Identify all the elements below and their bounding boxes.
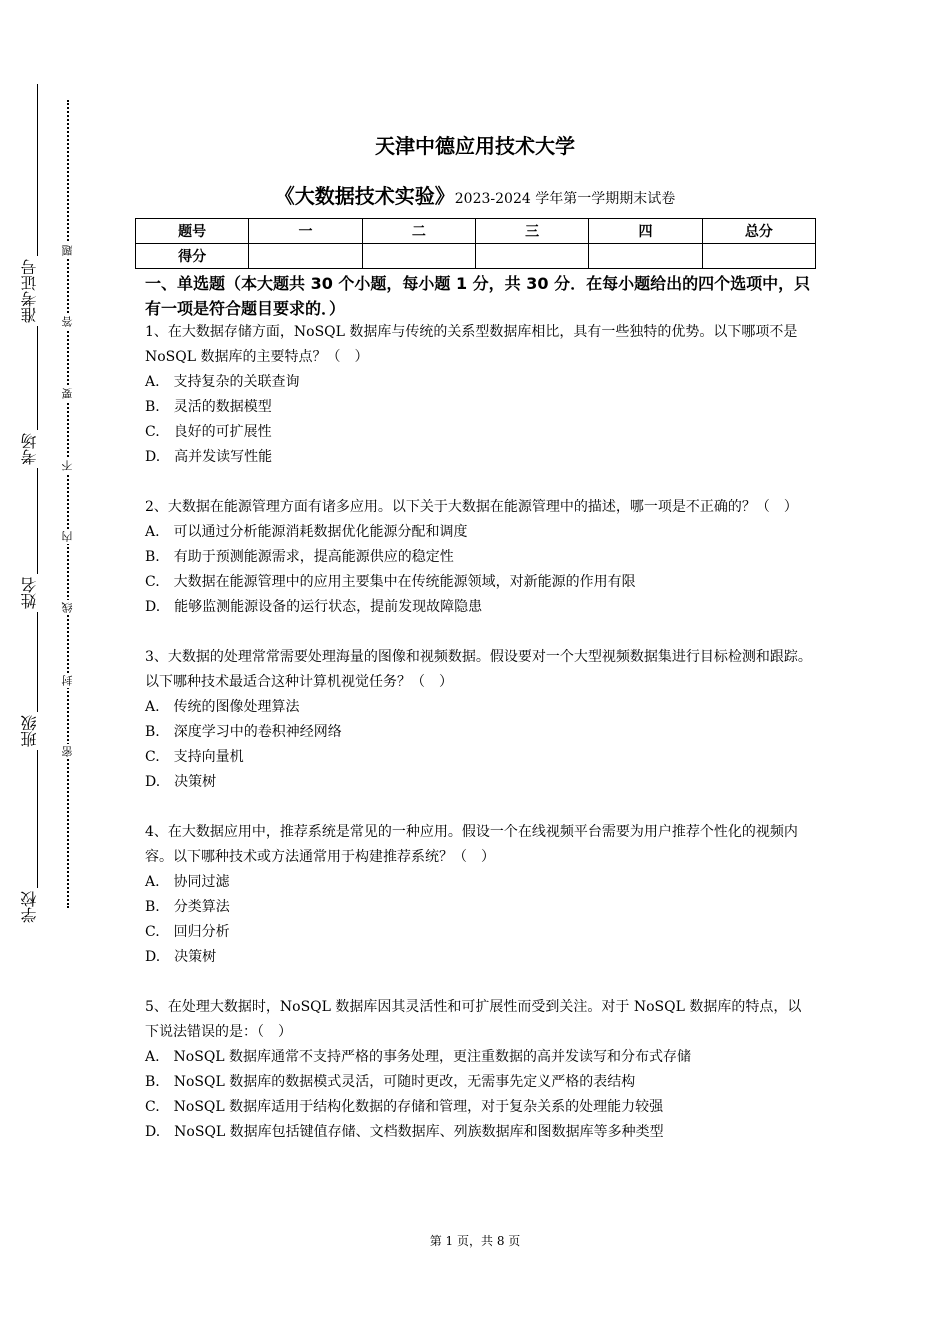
score-table-cell: 一 <box>249 219 362 244</box>
question-stem: 1、在大数据存储方面，NoSQL 数据库与传统的关系型数据库相比，具有一些独特的优势。以下哪项不是 NoSQL 数据库的主要特点？（ ） <box>145 324 798 365</box>
score-table-cell: 总分 <box>702 219 815 244</box>
binding-solid-line <box>37 84 38 924</box>
question-option: D. 能够监测能源设备的运行状态，提前发现故障隐患 <box>145 599 483 615</box>
score-table-cell: 二 <box>362 219 475 244</box>
question-option: A. 协同过滤 <box>145 874 230 890</box>
question-option: A. 可以通过分析能源消耗数据优化能源分配和调度 <box>145 524 468 540</box>
question-item <box>145 820 813 970</box>
seal-char: 密 <box>61 746 74 757</box>
question-option: D. 高并发读写性能 <box>145 449 273 465</box>
section-title: 一、单选题（本大题共 30 个小题，每小题 1 分，共 30 分．在每小题给出的四个选项中，只有一项是符合题目要求的．） <box>145 274 811 318</box>
seal-char: 要 <box>61 388 74 399</box>
exam-subtitle <box>0 180 950 209</box>
field-label-school: 学校 <box>22 888 38 926</box>
question-option: B. 灵活的数据模型 <box>145 399 272 415</box>
seal-char: 线 <box>61 602 74 613</box>
binding-dotted-line <box>67 100 69 908</box>
question-option: A. NoSQL 数据库通常不支持严格的事务处理，更注重数据的高并发读写和分布式存储 <box>145 1049 692 1065</box>
question-option: C. 大数据在能源管理中的应用主要集中在传统能源领域，对新能源的作用有限 <box>145 574 636 590</box>
score-table <box>135 218 816 269</box>
field-label-name: 姓名 <box>22 574 38 612</box>
score-table-cell <box>475 244 588 269</box>
score-table-cell <box>249 244 362 269</box>
question-stem: 2、大数据在能源管理方面有诸多应用。以下关于大数据在能源管理中的描述，哪一项是不正确的？（ ） <box>145 499 798 515</box>
score-table-cell: 题号 <box>136 219 249 244</box>
seal-char: 答 <box>61 316 74 327</box>
seal-char: 题 <box>61 245 74 256</box>
question-stem: 5、在处理大数据时，NoSQL 数据库因其灵活性和可扩展性而受到关注。对于 NoSQL 数据库的特点，以下说法错误的是：（ ） <box>145 999 802 1040</box>
question-option: D. 决策树 <box>145 949 217 965</box>
question-option: B. 有助于预测能源需求，提高能源供应的稳定性 <box>145 549 454 565</box>
score-table-header-row <box>136 219 816 244</box>
question-stem: 3、大数据的处理常常需要处理海量的图像和视频数据。假设要对一个大型视频数据集进行目标检测和跟踪。以下哪种技术最适合这种计算机视觉任务？（ ） <box>145 649 812 690</box>
seal-char: 封 <box>61 675 74 686</box>
question-option: B. 分类算法 <box>145 899 230 915</box>
question-item <box>145 995 813 1145</box>
question-option: D. 决策树 <box>145 774 217 790</box>
university-title: 天津中德应用技术大学 <box>375 134 575 158</box>
score-table-cell <box>362 244 475 269</box>
question-option: C. 良好的可扩展性 <box>145 424 272 440</box>
seal-char: 内 <box>61 531 74 542</box>
score-table-cell <box>589 244 702 269</box>
score-table-cell: 四 <box>589 219 702 244</box>
page-number: 第 1 页，共 8 页 <box>429 1234 521 1248</box>
score-table-score-row <box>136 244 816 269</box>
question-option: C. NoSQL 数据库适用于结构化数据的存储和管理，对于复杂关系的处理能力较强 <box>145 1099 664 1115</box>
question-option: B. 深度学习中的卷积神经网络 <box>145 724 342 740</box>
score-table-cell: 三 <box>475 219 588 244</box>
question-item <box>145 495 813 620</box>
question-item <box>145 645 813 795</box>
field-label-exam-room: 考场 <box>22 430 38 468</box>
field-label-class: 班级 <box>22 712 38 750</box>
question-option: C. 回归分析 <box>145 924 230 940</box>
question-option: D. NoSQL 数据库包括键值存储、文档数据库、列族数据库和图数据库等多种类型 <box>145 1124 664 1140</box>
question-option: B. NoSQL 数据库的数据模式灵活，可随时更改，无需事先定义严格的表结构 <box>145 1074 636 1090</box>
term-info: 2023-2024 学年第一学期期末试卷 <box>454 191 676 207</box>
field-label-exam-id: 准考证号 <box>22 256 38 326</box>
seal-char: 不 <box>61 460 74 471</box>
question-list <box>145 320 813 1170</box>
score-table-cell: 得分 <box>136 244 249 269</box>
question-option: C. 支持向量机 <box>145 749 244 765</box>
score-table-cell <box>702 244 815 269</box>
question-stem: 4、在大数据应用中，推荐系统是常见的一种应用。假设一个在线视频平台需要为用户推荐个性化的视频内容。以下哪种技术或方法通常用于构建推荐系统？（ ） <box>145 824 798 865</box>
question-option: A. 支持复杂的关联查询 <box>145 374 300 390</box>
question-item <box>145 320 813 470</box>
question-option: A. 传统的图像处理算法 <box>145 699 300 715</box>
course-name: 《大数据技术实验》 <box>274 184 455 208</box>
